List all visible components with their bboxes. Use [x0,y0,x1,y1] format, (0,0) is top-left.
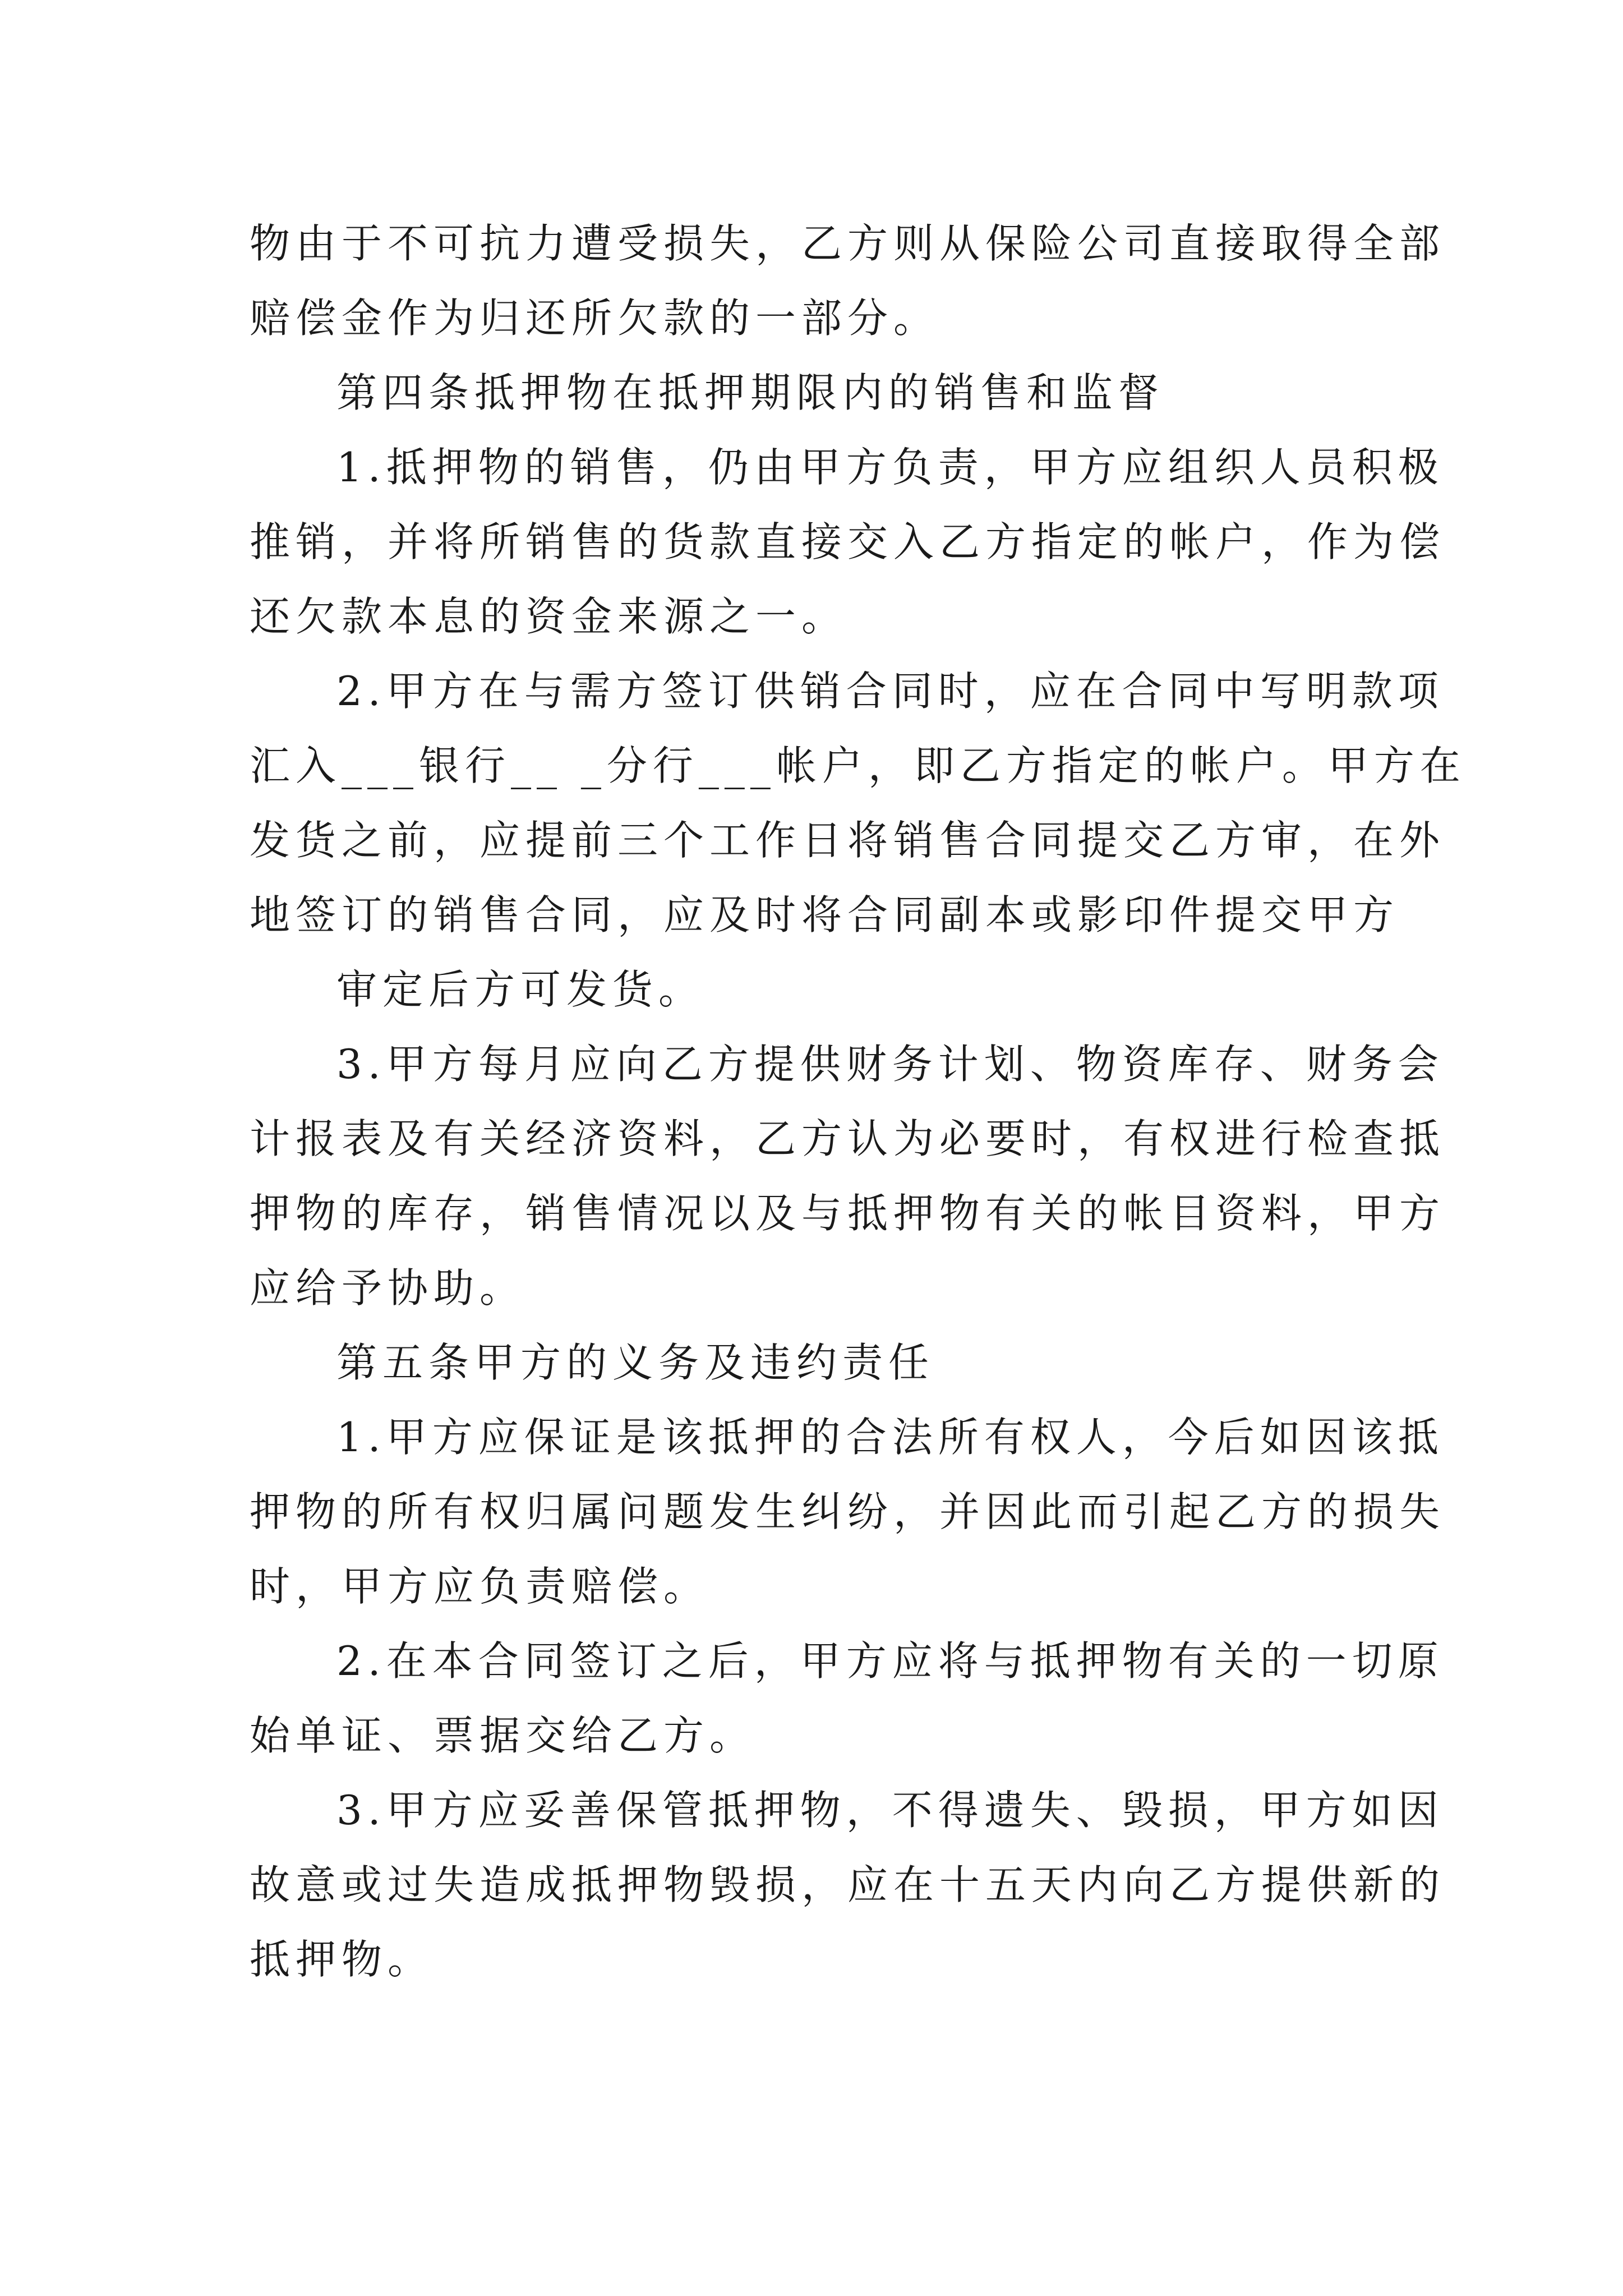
text-line-17: 1.甲方应保证是该抵押的合法所有权人，今后如因该抵 [336,1414,1444,1461]
text-line-1: 物由于不可抗力遭受损失，乙方则从保险公司直接取得全部 [250,220,1446,267]
text-line-19: 时，甲方应负责赔偿。 [250,1563,710,1610]
text-line-6: 还欠款本息的资金来源之一。 [250,593,848,640]
text-line-9: 发货之前，应提前三个工作日将销售合同提交乙方审，在外 [250,817,1446,864]
text-line-13: 计报表及有关经济资料，乙方认为必要时，有权进行检查抵 [250,1115,1446,1162]
text-line-20: 2.在本合同签订之后，甲方应将与抵押物有关的一切原 [336,1637,1444,1685]
text-line-15: 应给予协助。 [250,1264,526,1312]
text-line-22: 3.甲方应妥善保管抵押物，不得遗失、毁损，甲方如因 [336,1787,1444,1834]
text-line-8: 汇入___银行__ _分行___帐户，即乙方指定的帐户。甲方在 [250,742,1466,789]
text-line-18: 押物的所有权归属问题发生纠纷，并因此而引起乙方的损失 [250,1488,1446,1535]
section-heading-5: 第五条甲方的义务及违约责任 [336,1339,935,1386]
text-line-5: 推销，并将所销售的货款直接交入乙方指定的帐户，作为偿 [250,518,1446,565]
text-line-21: 始单证、票据交给乙方。 [250,1712,756,1759]
text-line-10: 地签订的销售合同，应及时将合同副本或影印件提交甲方 [250,891,1400,938]
text-line-23: 故意或过失造成抵押物毁损，应在十五天内向乙方提供新的 [250,1861,1446,1908]
text-line-14: 押物的库存，销售情况以及与抵押物有关的帐目资料，甲方 [250,1190,1446,1237]
text-line-12: 3.甲方每月应向乙方提供财务计划、物资库存、财务会 [336,1041,1444,1088]
text-line-7: 2.甲方在与需方签订供销合同时，应在合同中写明款项 [336,668,1444,715]
text-line-24: 抵押物。 [250,1936,434,1983]
text-line-2: 赔偿金作为归还所欠款的一部分。 [250,295,940,342]
section-heading-4: 第四条抵押物在抵押期限内的销售和监督 [336,369,1165,416]
text-line-11: 审定后方可发货。 [336,966,705,1013]
text-line-4: 1.抵押物的销售，仍由甲方负责，甲方应组织人员积极 [336,444,1444,491]
